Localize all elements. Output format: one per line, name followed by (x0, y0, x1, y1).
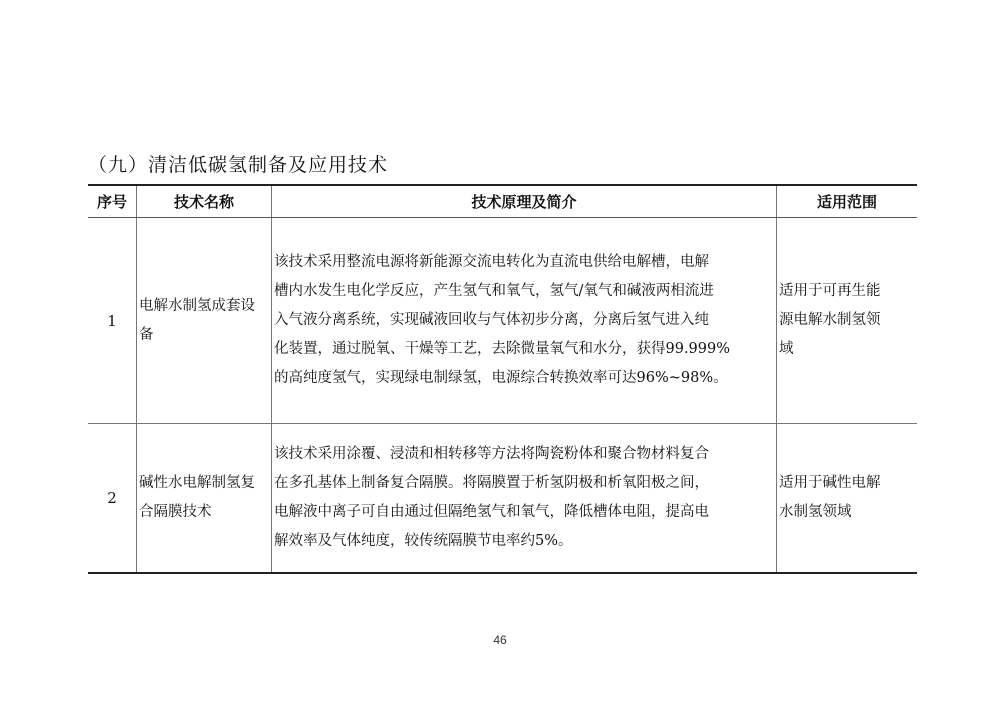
principle-line: 该技术采用涂覆、浸渍和相转移等方法将陶瓷粉体和聚合物材料复合 (274, 446, 709, 462)
scope-line: 水制氢领域 (779, 504, 852, 520)
principle-line: 该技术采用整流电源将新能源交流电转化为直流电供给电解槽，电解 (274, 254, 709, 270)
principle-cell (272, 218, 777, 424)
tech-name-cell (137, 218, 272, 424)
principle-cell (272, 424, 777, 574)
scope-cell (777, 218, 918, 424)
tech-name-line: 备 (139, 326, 154, 343)
scope-cell (777, 424, 918, 574)
table-header-row (88, 185, 917, 218)
header-principle: 技术原理及简介 (272, 185, 777, 218)
principle-line: 电解液中离子可自由通过但隔绝氢气和氧气，降低槽体电阻，提高电 (274, 504, 709, 520)
scope-line: 源电解水制氢领 (779, 312, 881, 328)
tech-name-line: 合隔膜技术 (139, 504, 212, 520)
tech-name-line: 电解水制氢成套设 (139, 297, 255, 314)
scope-line: 适用于碱性电解 (779, 475, 881, 491)
technology-table (88, 184, 917, 574)
header-tech-name: 技术名称 (137, 185, 272, 218)
scope-line: 适用于可再生能 (779, 283, 881, 299)
principle-line: 入气液分离系统，实现碱液回收与气体初步分离，分离后氢气进入纯 (274, 312, 709, 328)
header-scope: 适用范围 (777, 185, 918, 218)
row-index: 2 (88, 424, 137, 574)
principle-line: 在多孔基体上制备复合隔膜。将隔膜置于析氢阴极和析氧阳极之间， (274, 475, 709, 491)
table-row (88, 218, 917, 424)
principle-line: 的高纯度氢气，实现绿电制绿氢，电源综合转换效率可达96%~98%。 (274, 370, 728, 386)
table-row (88, 424, 917, 574)
page-number: 46 (493, 633, 507, 647)
principle-line: 化装置，通过脱氧、干燥等工艺，去除微量氧气和水分，获得99.999% (274, 341, 731, 357)
principle-line: 解效率及气体纯度，较传统隔膜节电率约5%。 (274, 533, 573, 549)
row-index: 1 (88, 218, 137, 424)
section-title: （九）清洁低碳氢制备及应用技术 (88, 154, 389, 176)
principle-line: 槽内水发生电化学反应，产生氢气和氧气，氢气/氧气和碱液两相流进 (274, 283, 714, 299)
header-index: 序号 (88, 185, 137, 218)
tech-name-line: 碱性水电解制氢复 (139, 475, 255, 491)
tech-name-cell (137, 424, 272, 574)
scope-line: 域 (779, 341, 794, 357)
